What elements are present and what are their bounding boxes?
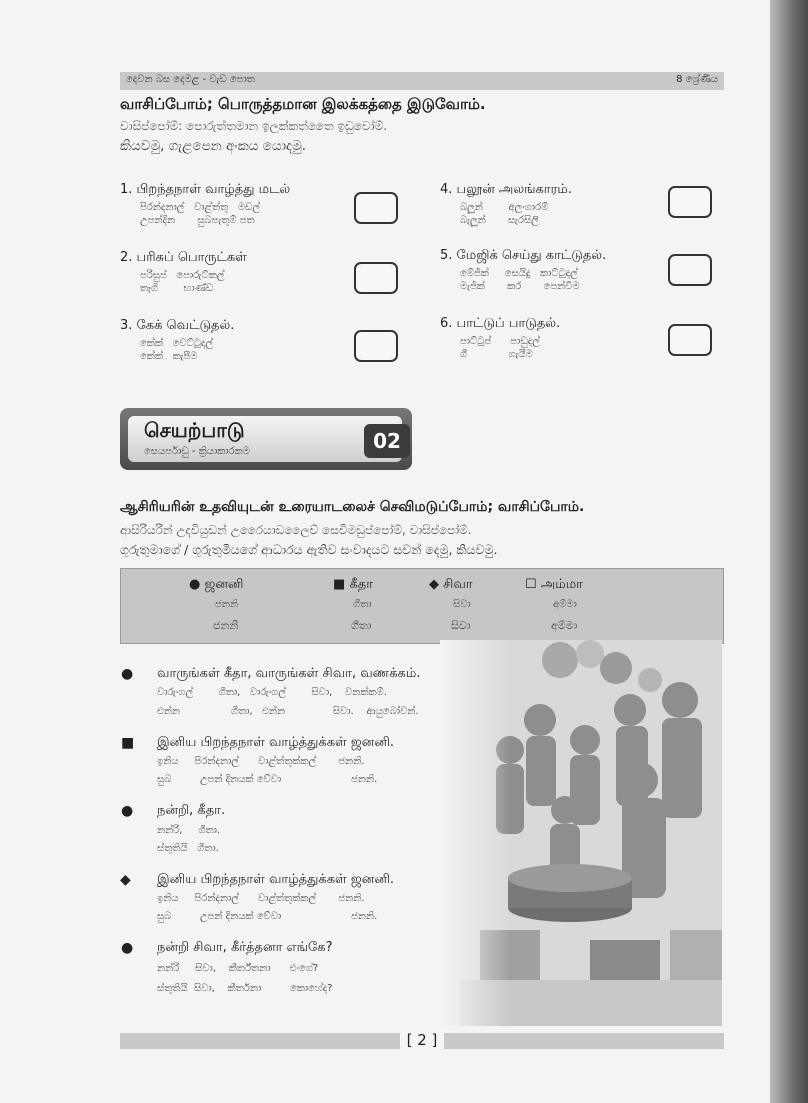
item-tamil: மேஜிக் செய்து காட்டுதல்.	[456, 248, 607, 263]
character-translit: සිවා	[453, 599, 471, 610]
character-geetha	[333, 577, 373, 593]
character-name: கீதா	[349, 577, 374, 592]
answer-box-5[interactable]	[668, 254, 712, 286]
section2-translit: ආසිරියරින් උදවියුඩන් උරෛයාඩලෛච් සෙවිමඩුප්පෝම්, වාසිප්පෝම්.	[120, 523, 472, 537]
section1-title: வாசிப்போம்; பொருத்தமான இலக்கத்தை இடுவோம்.	[120, 95, 486, 113]
speaker-siva-icon: ◆	[120, 872, 131, 888]
dialogue-line-2: இனிய பிறந்தநாள் வாழ்த்துக்கள் ஜனனி.	[157, 735, 395, 750]
character-name: அம்மா	[540, 577, 583, 592]
item-number: 4.	[440, 182, 453, 197]
item-tamil: பலூன் அலங்காரம்.	[456, 182, 572, 197]
item-translit: පාට්ටුප් පාඩුදල්	[460, 336, 540, 347]
match-item-5	[440, 248, 606, 292]
item-sinhala: උපන්දින සුබපැතුම් පත	[140, 215, 255, 226]
activity-number: 02	[364, 424, 410, 458]
page-number: [ 2 ]	[400, 1029, 444, 1051]
speaker-geetha-icon: ■	[121, 735, 135, 751]
dialogue-line-4: இனிய பிறந்தநாள் வாழ்த்துக்கள் ஜனனி.	[157, 872, 395, 887]
item-number: 5.	[440, 248, 453, 263]
empty-square-icon: ☐	[525, 577, 537, 592]
match-item-6	[440, 316, 560, 360]
match-item-2	[120, 250, 247, 294]
item-tamil: பரிசுப் பொருட்கள்	[136, 250, 247, 265]
dialogue-line-3-translit: නන්රි, ගීතා.	[157, 825, 221, 836]
activity-label-inner	[128, 416, 402, 462]
dialogue-line-1-sinhala: එන්න ගීතා, එන්න සිවා. ආයුබෝවන්.	[157, 706, 419, 717]
activity-label	[120, 408, 412, 470]
dialogue-line-3: நன்றி, கீதா.	[157, 803, 226, 818]
answer-box-4[interactable]	[668, 186, 712, 218]
birthday-party-illustration	[440, 640, 722, 1026]
dialogue-line-1-translit: වාරුංගල් ගීතා, වාරුංගල් සිවා, වනක්කම්.	[157, 687, 387, 698]
match-item-3	[120, 318, 234, 362]
item-translit: පිරන්දනාල් වාළ්ත්තු මඩල්	[140, 202, 261, 213]
dialogue-line-4-translit: ඉනිය පිරන්දනාල් වාළ්ත්තුක්කල් ජනනි.	[157, 893, 365, 904]
item-sinhala: මැජික් කර පෙන්වීම	[460, 281, 580, 292]
section1-sinhala: කියවමු, ගැළපෙන අංකය යොදමු.	[120, 138, 307, 154]
character-sinhala: අම්මා	[551, 619, 578, 632]
square-icon: ■	[333, 577, 346, 592]
character-amma	[525, 577, 583, 593]
character-translit: අම්මා	[553, 599, 577, 610]
header-bar	[120, 72, 724, 90]
dialogue-line-5: நன்றி சிவா, கீர்த்தனா எங்கே?	[157, 940, 333, 955]
dialogue-line-5-translit: නන්රි සිවා, කීර්ත්තනා එංගේ?	[157, 963, 319, 974]
character-siva	[429, 577, 473, 593]
dialogue-line-5-sinhala: ස්තුතියි සිවා, කීර්තනා කොහේද?	[157, 983, 333, 994]
dialogue-line-2-sinhala: සුබ උපන් දිනයක් වේවා ජනනි.	[157, 774, 378, 785]
character-name: சிவா	[443, 577, 473, 592]
match-item-4	[440, 182, 572, 226]
answer-box-6[interactable]	[668, 324, 712, 356]
item-translit: පරිසුප් පොරුට්කල්	[140, 270, 225, 281]
activity-title: செயற்பாடு	[144, 418, 245, 442]
dialogue-line-1: வாருங்கள் கீதா, வாருங்கள் சிவா, வணக்கம்.	[157, 666, 421, 681]
character-translit: ජනනි	[215, 599, 239, 610]
character-sinhala: සිවා	[451, 619, 471, 632]
item-number: 6.	[440, 316, 453, 331]
section2-sinhala: ගුරුතුමාගේ / ගුරුතුමියගේ ආධාරය ඇතිව සංවාදයට සවන් දෙමු, කියවමු.	[120, 542, 498, 557]
match-item-1	[120, 182, 290, 226]
item-number: 2.	[120, 250, 133, 265]
item-sinhala: කේක් කැපීම	[140, 351, 198, 362]
characters-legend	[120, 568, 724, 644]
item-sinhala: තෑගි භාණ්ඩ	[140, 283, 214, 294]
item-sinhala: බැලූන් සැරසිලි	[460, 215, 539, 226]
diamond-icon: ◆	[429, 577, 439, 592]
header-grade: 8 ශ්‍රේණිය	[676, 74, 718, 85]
dialogue-line-3-sinhala: ස්තුතියි ගීතා.	[157, 843, 219, 854]
speaker-janani-icon: ●	[121, 940, 134, 956]
character-translit: ගීතා	[353, 599, 372, 610]
item-translit: කේක් වෙට්ටුදල්	[140, 338, 214, 349]
item-tamil: பாட்டுப் பாடுதல்.	[456, 316, 561, 331]
answer-box-3[interactable]	[354, 330, 398, 362]
item-number: 3.	[120, 318, 133, 333]
character-sinhala: ගීතා	[351, 619, 372, 632]
item-tamil: பிறந்தநாள் வாழ்த்து மடல்	[136, 182, 291, 197]
header-book-title: දෙවන බස දෙමළ - වැඩ පොත	[126, 74, 255, 85]
item-tamil: கேக் வெட்டுதல்.	[136, 318, 235, 333]
section2-title: ஆசிரியரின் உதவியுடன் உரையாடலைச் செவிமடுப்போம்; வாசிப்போம்.	[120, 499, 585, 515]
answer-box-1[interactable]	[354, 192, 398, 224]
page-binding-shadow	[770, 0, 808, 1103]
character-name: ஜனனி	[204, 577, 244, 592]
answer-box-2[interactable]	[354, 262, 398, 294]
item-translit: බලූන් අලංගාරම්	[460, 202, 549, 213]
speaker-janani-icon: ●	[121, 666, 134, 682]
item-translit: මේජික් සෙයිදු කාට්ටුදල්	[460, 268, 578, 279]
dialogue-line-4-sinhala: සුබ උපන් දිනයක් වේවා ජනනි.	[157, 911, 378, 922]
character-janani	[189, 577, 243, 593]
character-sinhala: ජනනි	[213, 619, 239, 632]
page-number-value: 2	[417, 1031, 427, 1049]
item-number: 1.	[120, 182, 133, 197]
activity-subtitle: සෙයර්පාඩු - ක්‍රියාකාරකම	[144, 446, 251, 457]
circle-icon: ●	[189, 577, 201, 592]
speaker-janani-icon: ●	[121, 803, 134, 819]
dialogue-line-2-translit: ඉනිය පිරන්දනාල් වාළ්ත්තුක්කල් ජනනි.	[157, 756, 365, 767]
section1-translit: වාසිප්පෝම්: පොරුත්තමාන ඉලක්කත්තෛ ඉඩුවෝම්.	[120, 119, 388, 133]
item-sinhala: ගී ගැයීම	[460, 349, 533, 360]
